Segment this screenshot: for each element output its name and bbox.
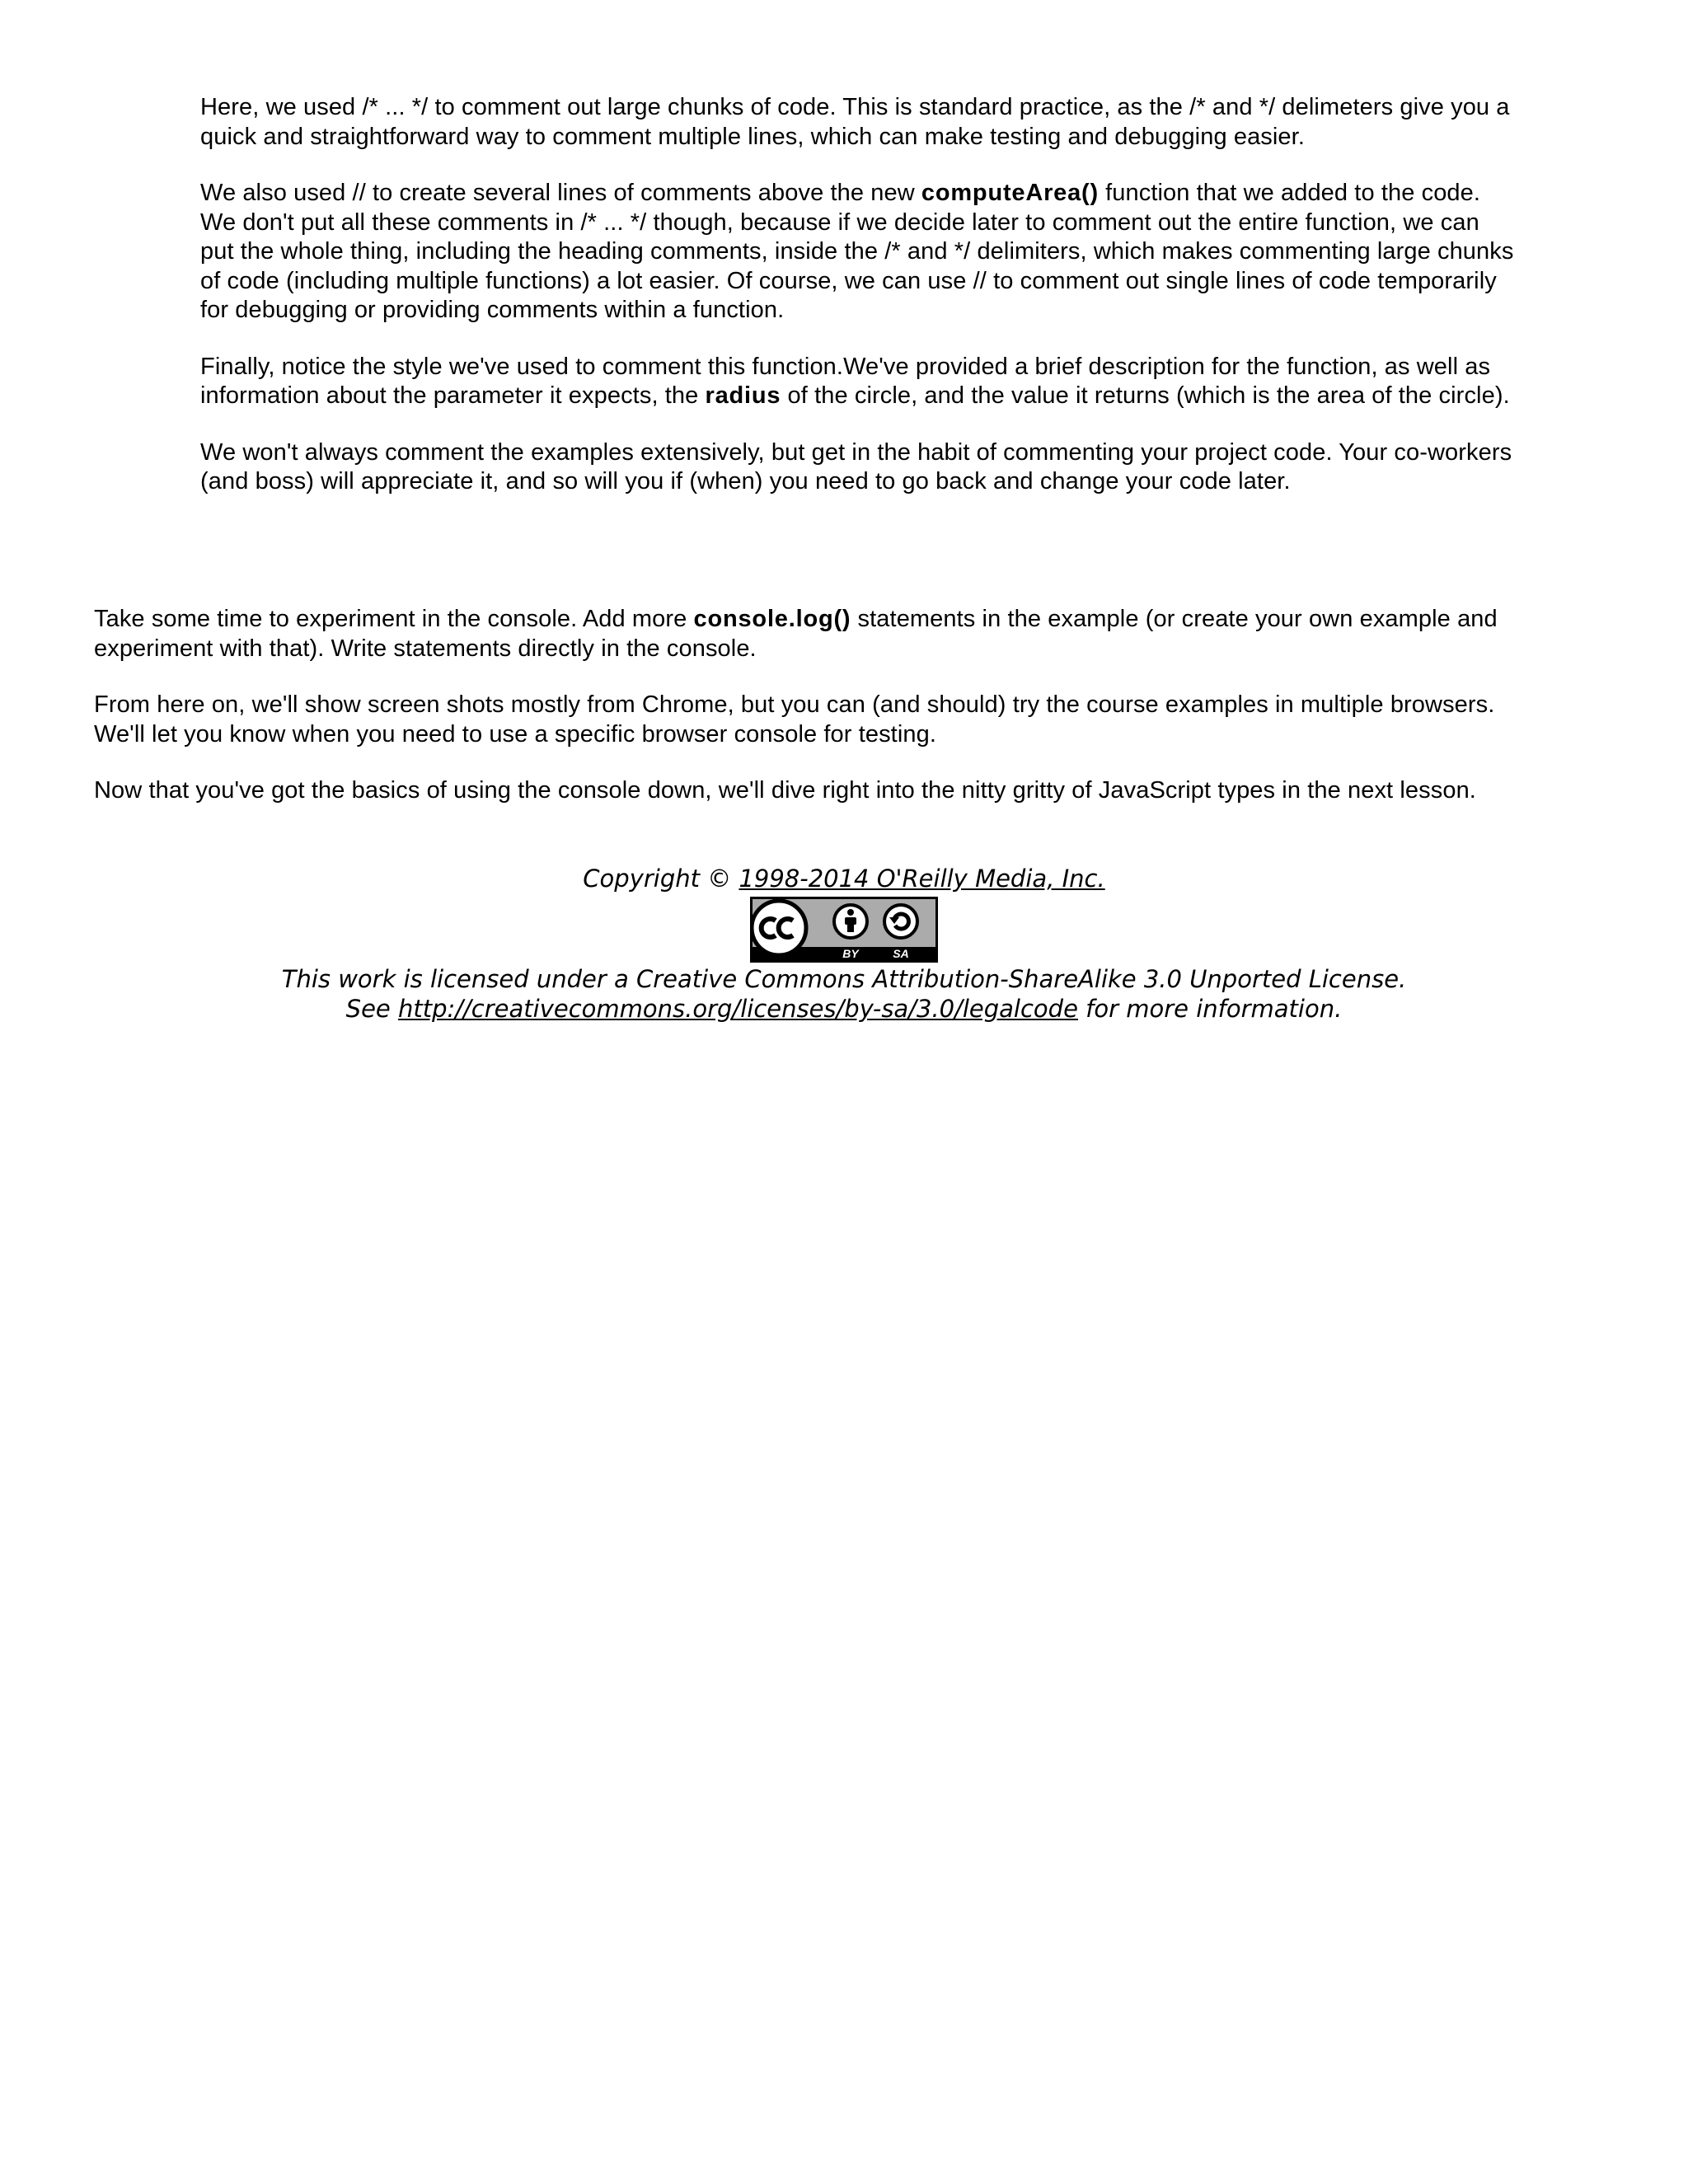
badge-by-label: BY <box>842 947 859 960</box>
paragraph-text: We won't always comment the examples extensively, but get in the habit of commenting your project code. Your co-workers (and boss) will appreciate it, and so will you if (when) you need to go back and change your code later. <box>200 438 1512 494</box>
cc-by-sa-badge-icon[interactable] <box>750 897 938 963</box>
paragraph-text: function that we added to the code. We don't put all these comments in /* ... */ though, because if we decide later to comment out the entire function, we can put the whole thing, including the heading comments, inside the /* and */ delimiters, which makes commenting large chunks of code (including multiple functions) a lot easier. Of course, we can use // to comment out single lines of code temporarily for debugging or providing comments within a function. <box>200 180 1514 323</box>
paragraph-next-lesson <box>94 776 1545 806</box>
paragraph-text: of the circle, and the value it returns (which is the area of the circle). <box>781 382 1510 409</box>
copyright-line <box>0 864 1688 893</box>
paragraph-line-comments <box>200 179 1519 326</box>
see-suffix: for more information. <box>1077 995 1343 1023</box>
paragraph-text: Finally, notice the style we've used to comment this function.We've provided a brief description for the function, as well as information about the parameter it expects, the <box>200 353 1491 409</box>
see-prefix: See <box>345 995 398 1023</box>
code-term-console-log: console.log() <box>693 606 851 632</box>
license-link[interactable]: http://creativecommons.org/licenses/by-sa/3.0/legalcode <box>397 995 1078 1023</box>
code-term-radius: radius <box>705 382 781 409</box>
license-line: This work is licensed under a Creative Commons Attribution-ShareAlike 3.0 Unported License. <box>281 965 1407 993</box>
copyright-prefix: Copyright © <box>583 865 739 893</box>
attribution-icon <box>834 905 867 938</box>
paragraph-text: Take some time to experiment in the console. Add more <box>94 606 694 632</box>
paragraph-experiment <box>94 605 1545 663</box>
paragraph-text: Here, we used /* ... */ to comment out large chunks of code. This is standard practice, as the /* and */ delimeters give you a quick and straightforward way to comment multiple lines, which can make testing and debugging easier. <box>200 94 1510 150</box>
page-footer <box>0 864 1688 1024</box>
cc-icon <box>752 901 806 955</box>
badge-sa-label: SA <box>893 947 909 960</box>
paragraph-text: We also used // to create several lines of comments above the new <box>200 180 921 206</box>
license-see-line <box>0 994 1688 1024</box>
paragraph-text: statements in the example (or create your own example and experiment with that). Write statements directly in the console. <box>94 606 1498 662</box>
share-alike-icon <box>884 905 917 938</box>
paragraph-comment-style <box>200 353 1519 411</box>
code-term-computearea: computeArea() <box>921 180 1099 206</box>
indented-section <box>200 93 1519 497</box>
paragraph-text: Now that you've got the basics of using the console down, we'll dive right into the nitty gritty of JavaScript types in the next lesson. <box>94 777 1476 804</box>
copyright-link[interactable]: 1998-2014 O'Reilly Media, Inc. <box>738 865 1105 893</box>
paragraph-comment-delimiters <box>200 93 1519 152</box>
paragraph-browsers <box>94 691 1545 749</box>
body-section <box>94 605 1545 806</box>
paragraph-text: From here on, we'll show screen shots mostly from Chrome, but you can (and should) try the course examples in multiple browsers. We'll let you know when you need to use a specific browser console for testing. <box>94 691 1495 748</box>
paragraph-commenting-habit <box>200 438 1519 497</box>
